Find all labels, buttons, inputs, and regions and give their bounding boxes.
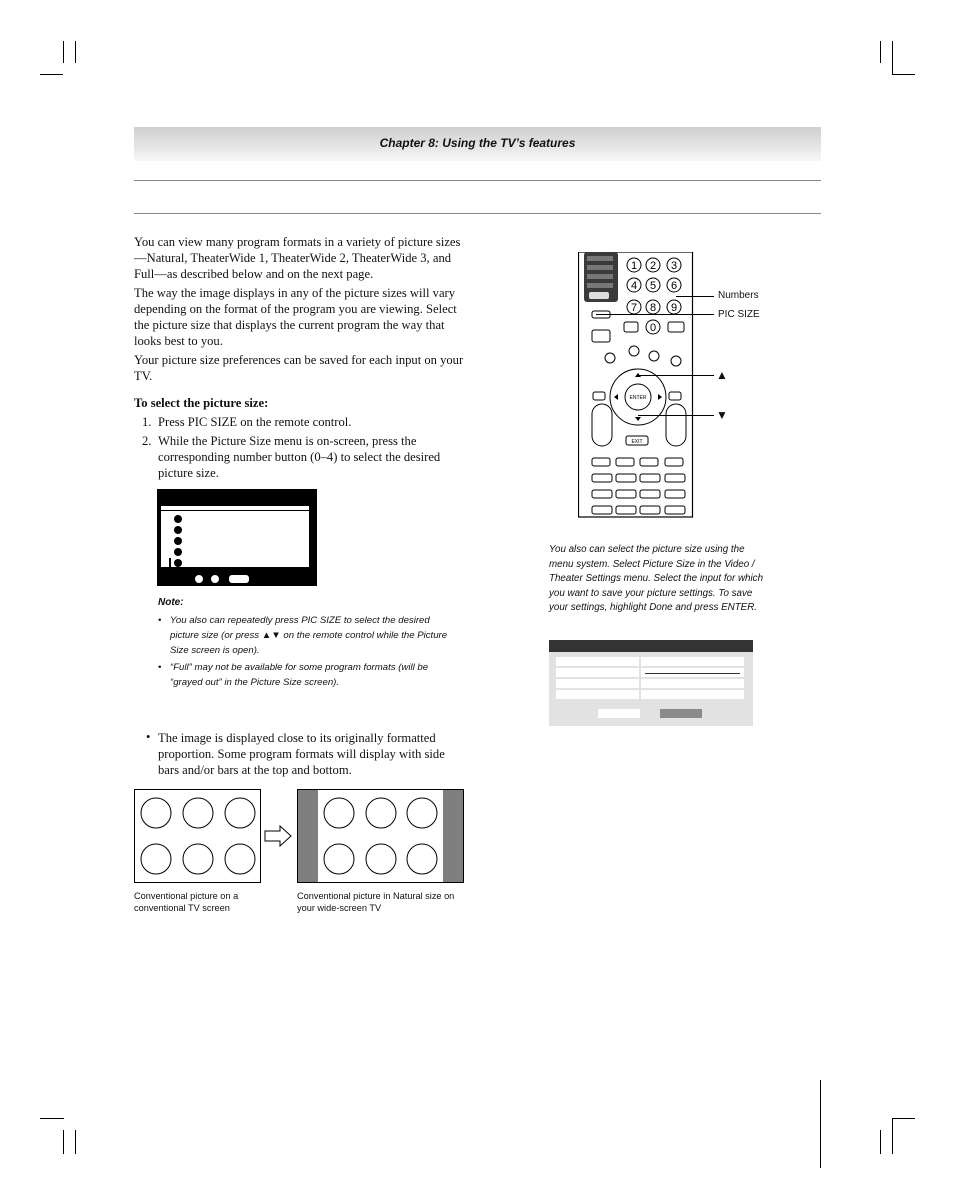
callout-up-arrow: ▲ (716, 368, 728, 382)
menu-row-value (641, 657, 744, 666)
crop-mark (880, 1130, 881, 1154)
natural-description: The image is displayed close to its originally formatted proportion. Some program formats will display with side bars and/or bars at the top and bottom. (158, 731, 445, 777)
tv-screen-frame (298, 790, 464, 883)
key-2: 2 (649, 260, 657, 272)
key-5: 5 (649, 280, 657, 292)
note-item-1 (158, 613, 448, 658)
section-rule (134, 213, 821, 214)
step-2-text: While the Picture Size menu is on-screen, press the corresponding number button (0–4) to select the desired picture size. (158, 434, 441, 480)
widescreen-natural-illustration (297, 789, 465, 884)
nav-dot-icon (211, 575, 219, 583)
crop-mark (893, 74, 915, 75)
nav-dot-icon (195, 575, 203, 583)
callout-numbers: Numbers (718, 290, 759, 301)
option-dot-icon (174, 548, 182, 556)
caption-natural: Conventional picture in Natural size on your wide-screen TV (297, 891, 455, 913)
crop-mark (75, 41, 76, 63)
nav-pill-icon (229, 575, 249, 583)
key-6: 6 (670, 280, 678, 292)
remote-control-illustration (578, 252, 694, 518)
crop-mark (63, 1130, 64, 1154)
step-1-text: Press PIC SIZE on the remote control. (158, 415, 352, 429)
key-0: 0 (649, 322, 657, 334)
menu-underline (645, 673, 740, 674)
note-item-2-text: “Full” may not be available for some program formats (will be “grayed out” in the Picture Size screen). (170, 662, 429, 688)
conventional-tv-illustration (134, 789, 262, 884)
menu-row-value (641, 690, 744, 699)
source-led (587, 265, 613, 270)
cursor-bar-icon (169, 558, 171, 567)
source-led (587, 283, 613, 288)
crop-mark (892, 41, 893, 75)
callout-line-down (638, 415, 714, 416)
menu-row (556, 679, 639, 688)
callout-down-arrow: ▼ (716, 408, 728, 422)
key-3: 3 (670, 260, 678, 272)
callout-line-numbers (676, 296, 714, 297)
crop-mark (892, 1118, 893, 1154)
intro-paragraph-1: You can view many program formats in a variety of picture sizes—Natural, TheaterWide 1, TheaterWide 2, TheaterWide 3, and Full—as described below and on the next page. (134, 235, 461, 281)
crop-mark (892, 1118, 915, 1119)
menu-panel (161, 506, 309, 567)
intro-paragraph-2: The way the image displays in any of the picture sizes will vary depending on the format of the program you are viewing. Select the picture size that displays the current program the way that looks best to you. (134, 286, 457, 348)
natural-bullet: • (146, 730, 151, 744)
intro-paragraph-3: Your picture size preferences can be saved for each input on your TV. (134, 353, 464, 383)
option-dot-icon (174, 526, 182, 534)
step-2-number: 2. (142, 434, 152, 448)
key-7: 7 (630, 302, 638, 314)
callout-picsize: PIC SIZE (718, 309, 760, 320)
crop-mark (40, 74, 63, 75)
side-bar-right (443, 790, 463, 882)
option-dot-icon (174, 537, 182, 545)
intro-text (134, 234, 469, 387)
option-dot-icon (174, 515, 182, 523)
menu-row (556, 657, 639, 666)
menu-row (556, 690, 639, 699)
chapter-title: Chapter 8: Using the TV’s features (379, 136, 576, 150)
exit-label: EXIT (631, 439, 643, 445)
bullet: • (158, 615, 162, 626)
page-edge-line (820, 1080, 821, 1168)
top-rule (134, 180, 821, 181)
bullet: • (158, 662, 162, 673)
caption-conventional: Conventional picture on a conventional TV screen (134, 891, 239, 913)
menu-title-bar (549, 640, 753, 652)
note-title: Note: (158, 597, 184, 608)
callout-line-up (638, 375, 714, 376)
source-led (587, 256, 613, 261)
chapter-header (134, 127, 821, 161)
key-1: 1 (630, 260, 638, 272)
arrow-right-icon (264, 825, 292, 847)
menu-row-value (641, 679, 744, 688)
picture-size-menu-illustration (157, 489, 317, 586)
source-led (587, 274, 613, 279)
callout-line-picsize (596, 314, 714, 315)
procedure-heading: To select the picture size: (134, 396, 269, 410)
done-button-shape (598, 709, 640, 718)
key-8: 8 (649, 302, 657, 314)
crop-mark (40, 1118, 64, 1119)
tv-screen-frame (135, 790, 261, 883)
side-note: You also can select the picture size using the menu system. Select Picture Size in the Video / Theater Settings menu. Select the input for which you want to save your picture settings. To save your settings, highlight Done and press ENTER. (549, 544, 764, 614)
menu-row (556, 668, 639, 677)
crop-mark (63, 41, 64, 63)
mode-button (589, 292, 609, 299)
menu-divider (161, 510, 309, 511)
note-item-2 (158, 660, 448, 690)
side-bar-left (298, 790, 318, 882)
note-item-1-text: You also can repeatedly press PIC SIZE to select the desired picture size (or press ▲▼ on the remote control while the Picture Size screen is open). (170, 615, 448, 656)
crop-mark (75, 1130, 76, 1154)
key-9: 9 (670, 302, 678, 314)
step-1-number: 1. (142, 415, 152, 429)
settings-menu-illustration (549, 640, 753, 726)
option-dot-icon (174, 559, 182, 567)
enter-label: ENTER (629, 395, 647, 401)
key-4: 4 (630, 280, 638, 292)
cancel-button-shape (660, 709, 702, 718)
crop-mark (880, 41, 881, 63)
